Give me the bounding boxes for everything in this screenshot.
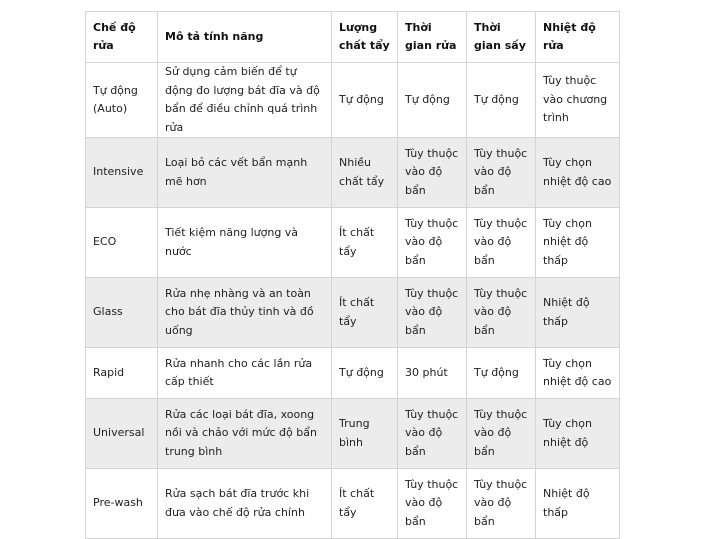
cell-detergent-amount: Trung bình — [332, 399, 398, 469]
cell-feature-description: Rửa các loại bát đĩa, xoong nồi và chảo với mức độ bẩn trung bình — [158, 399, 332, 469]
cell-feature-description: Rửa nhanh cho các lần rửa cấp thiết — [158, 348, 332, 399]
cell-wash-mode: Pre-wash — [86, 469, 158, 539]
cell-dry-time: Tùy thuộc vào độ bẩn — [467, 399, 536, 469]
cell-wash-temperature: Nhiệt độ thấp — [536, 278, 620, 348]
cell-dry-time: Tùy thuộc vào độ bẩn — [467, 469, 536, 539]
cell-wash-time: Tùy thuộc vào độ bẩn — [398, 399, 467, 469]
header-wash-time: Thời gian rửa — [398, 12, 467, 63]
table-row — [86, 63, 620, 138]
cell-feature-description: Rửa nhẹ nhàng và an toàn cho bát đĩa thủy tinh và đồ uống — [158, 278, 332, 348]
table-header — [86, 12, 620, 63]
table-row — [86, 348, 620, 399]
cell-wash-mode: Glass — [86, 278, 158, 348]
cell-detergent-amount: Tự động — [332, 63, 398, 138]
cell-dry-time: Tự động — [467, 348, 536, 399]
cell-dry-time: Tự động — [467, 63, 536, 138]
cell-wash-time: Tùy thuộc vào độ bẩn — [398, 138, 467, 208]
cell-feature-description: Sử dụng cảm biến để tự động đo lượng bát đĩa và độ bẩn để điều chỉnh quá trình rửa — [158, 63, 332, 138]
header-row — [86, 12, 620, 63]
cell-wash-time: Tùy thuộc vào độ bẩn — [398, 208, 467, 278]
header-detergent-amount: Lượng chất tẩy — [332, 12, 398, 63]
cell-dry-time: Tùy thuộc vào độ bẩn — [467, 138, 536, 208]
cell-wash-temperature: Tùy thuộc vào chương trình — [536, 63, 620, 138]
cell-feature-description: Rửa sạch bát đĩa trước khi đưa vào chế độ rửa chính — [158, 469, 332, 539]
cell-wash-temperature: Tùy chọn nhiệt độ thấp — [536, 208, 620, 278]
cell-detergent-amount: Ít chất tẩy — [332, 278, 398, 348]
header-dry-time: Thời gian sấy — [467, 12, 536, 63]
cell-detergent-amount: Ít chất tẩy — [332, 208, 398, 278]
cell-feature-description: Loại bỏ các vết bẩn mạnh mẽ hơn — [158, 138, 332, 208]
cell-wash-temperature: Tùy chọn nhiệt độ cao — [536, 138, 620, 208]
cell-wash-temperature: Nhiệt độ thấp — [536, 469, 620, 539]
table-row — [86, 469, 620, 539]
table-row — [86, 138, 620, 208]
cell-dry-time: Tùy thuộc vào độ bẩn — [467, 208, 536, 278]
cell-detergent-amount: Ít chất tẩy — [332, 469, 398, 539]
table-row — [86, 208, 620, 278]
cell-detergent-amount: Nhiều chất tẩy — [332, 138, 398, 208]
header-wash-temperature: Nhiệt độ rửa — [536, 12, 620, 63]
table-body — [86, 63, 620, 539]
header-wash-mode: Chế độ rửa — [86, 12, 158, 63]
cell-feature-description: Tiết kiệm năng lượng và nước — [158, 208, 332, 278]
cell-detergent-amount: Tự động — [332, 348, 398, 399]
cell-dry-time: Tùy thuộc vào độ bẩn — [467, 278, 536, 348]
cell-wash-time: Tùy thuộc vào độ bẩn — [398, 278, 467, 348]
table-row — [86, 399, 620, 469]
header-feature-description: Mô tả tính năng — [158, 12, 332, 63]
cell-wash-mode: ECO — [86, 208, 158, 278]
cell-wash-mode: Rapid — [86, 348, 158, 399]
cell-wash-temperature: Tùy chọn nhiệt độ — [536, 399, 620, 469]
cell-wash-mode: Universal — [86, 399, 158, 469]
cell-wash-time: 30 phút — [398, 348, 467, 399]
cell-wash-mode: Tự động (Auto) — [86, 63, 158, 138]
cell-wash-temperature: Tùy chọn nhiệt độ cao — [536, 348, 620, 399]
wash-modes-table — [85, 11, 620, 539]
cell-wash-mode: Intensive — [86, 138, 158, 208]
table-row — [86, 278, 620, 348]
cell-wash-time: Tự động — [398, 63, 467, 138]
cell-wash-time: Tùy thuộc vào độ bẩn — [398, 469, 467, 539]
